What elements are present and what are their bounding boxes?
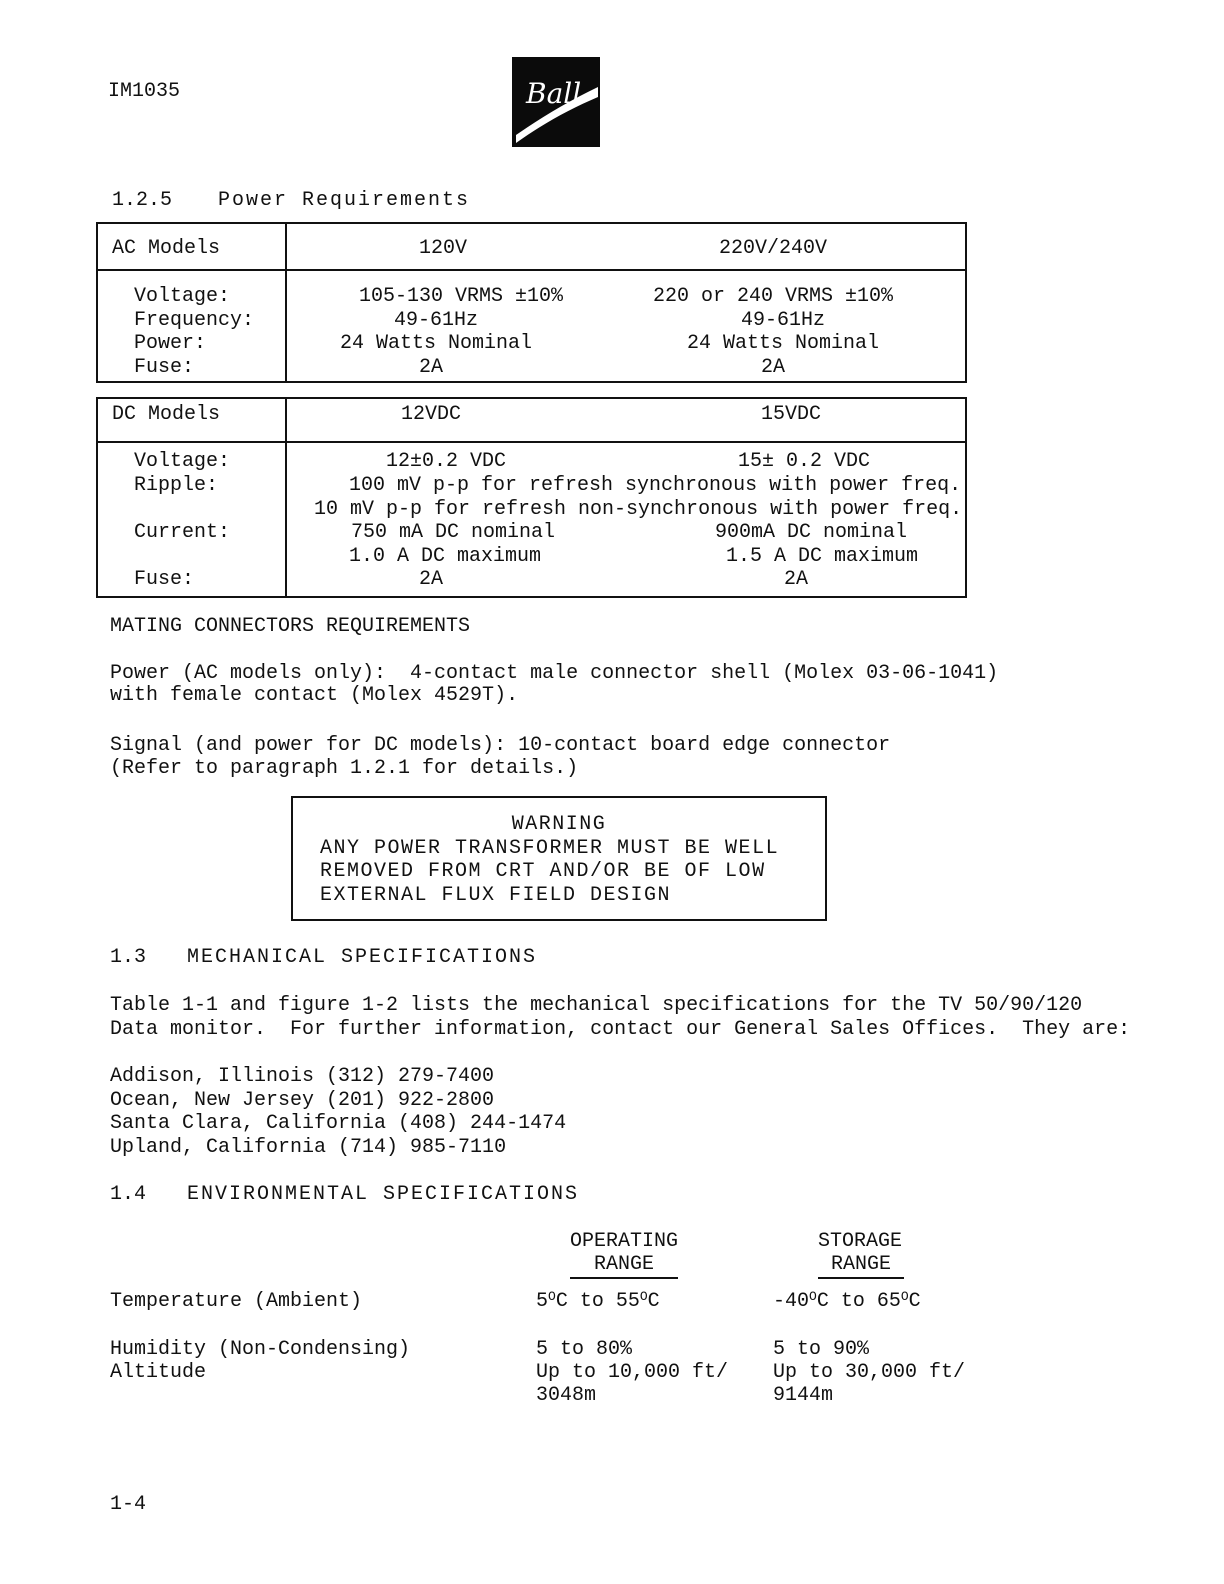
ac-models-label: AC Models	[112, 237, 221, 260]
ac-voltage-label: Voltage:	[134, 285, 231, 308]
ball-logo-icon	[512, 57, 600, 147]
altitude-label: Altitude	[110, 1361, 207, 1384]
ac-col-120v: 120V	[418, 237, 467, 260]
warning-title: WARNING	[511, 813, 607, 836]
temperature-operating: $5^OC$ to $55^OC$	[536, 1289, 660, 1313]
temperature-storage: $-40^OC$ to $65^OC$	[773, 1289, 921, 1313]
environmental-section-number: 1.4	[110, 1183, 147, 1206]
mechanical-para-line-2: Data monitor. For further information, contact our General Sales Offices. They are:	[110, 1018, 1131, 1041]
humidity-operating: 5 to 80%	[536, 1338, 633, 1361]
mechanical-heading: MECHANICAL SPECIFICATIONS	[187, 946, 538, 969]
humidity-storage: 5 to 90%	[773, 1338, 870, 1361]
dc-voltage-12: 12±0.2 VDC	[386, 450, 507, 473]
altitude-storage-line-2: 9144m	[773, 1384, 834, 1407]
section-number: 1.2.5	[112, 189, 173, 212]
altitude-storage-line-1: Up to 30,000 ft/	[773, 1361, 966, 1384]
storage-range-header-line-1: STORAGE	[817, 1230, 902, 1253]
ac-frequency-120: 49-61Hz	[393, 309, 478, 332]
dc-ripple-nonsync: 10 mV p-p for refresh non-synchronous with power freq.	[314, 498, 963, 521]
ac-col-220v: 220V/240V	[718, 237, 828, 260]
svg-text:Ball: Ball	[526, 77, 582, 110]
ac-frequency-label: Frequency:	[134, 309, 255, 332]
operating-range-header-line-1: OPERATING	[569, 1230, 679, 1253]
office-addison: Addison, Illinois (312) 279-7400	[110, 1065, 495, 1088]
dc-current-12-max: 1.0 A DC maximum	[349, 545, 542, 568]
dc-ripple-label: Ripple:	[134, 474, 219, 497]
ac-fuse-120: 2A	[418, 356, 443, 379]
ac-fuse-label: Fuse:	[134, 356, 195, 379]
dc-current-15-nominal: 900mA DC nominal	[715, 521, 908, 544]
mating-signal-line-1: Signal (and power for DC models): 10-contact board edge connector	[110, 734, 891, 757]
office-santa-clara: Santa Clara, California (408) 244-1474	[110, 1112, 567, 1135]
warning-line-1: ANY POWER TRANSFORMER MUST BE WELL	[320, 837, 780, 860]
document-id: IM1035	[108, 80, 181, 103]
ac-power-220: 24 Watts Nominal	[686, 332, 880, 355]
office-upland: Upland, California (714) 985-7110	[110, 1136, 507, 1159]
mechanical-section-number: 1.3	[110, 946, 147, 969]
ac-table-divider	[96, 269, 967, 271]
dc-col-15vdc: 15VDC	[760, 403, 821, 426]
ball-logo	[512, 57, 600, 147]
dc-fuse-label: Fuse:	[134, 568, 195, 591]
dc-current-12-nominal: 750 mA DC nominal	[351, 521, 556, 544]
storage-range-header-line-2: RANGE	[818, 1253, 904, 1279]
dc-fuse-12: 2A	[418, 568, 443, 591]
humidity-label: Humidity (Non-Condensing)	[110, 1338, 411, 1361]
dc-voltage-15: 15± 0.2 VDC	[738, 450, 871, 473]
warning-line-2: REMOVED FROM CRT AND/OR BE OF LOW	[320, 860, 766, 883]
dc-current-label: Current:	[134, 521, 231, 544]
page-number: 1-4	[110, 1493, 147, 1516]
ac-power-120: 24 Watts Nominal	[339, 332, 533, 355]
warning-line-3: EXTERNAL FLUX FIELD DESIGN	[320, 884, 672, 907]
dc-table-divider	[96, 441, 967, 443]
dc-fuse-15: 2A	[783, 568, 808, 591]
operating-range-header-line-2: RANGE	[570, 1253, 678, 1279]
ac-voltage-120: 105-130 VRMS ±10%	[358, 285, 564, 308]
office-ocean: Ocean, New Jersey (201) 922-2800	[110, 1089, 495, 1112]
mating-power-line-2: with female contact (Molex 4529T).	[110, 684, 519, 707]
mating-connectors-heading: MATING CONNECTORS REQUIREMENTS	[110, 615, 471, 638]
altitude-operating-line-1: Up to 10,000 ft/	[536, 1361, 729, 1384]
dc-models-label: DC Models	[112, 403, 221, 426]
ac-fuse-220: 2A	[760, 356, 785, 379]
ac-power-label: Power:	[134, 332, 207, 355]
mechanical-para-line-1: Table 1-1 and figure 1-2 lists the mechanical specifications for the TV 50/90/120	[110, 994, 1083, 1017]
dc-voltage-label: Voltage:	[134, 450, 231, 473]
mating-signal-line-2: (Refer to paragraph 1.2.1 for details.)	[110, 757, 579, 780]
temperature-label: Temperature (Ambient)	[110, 1290, 363, 1313]
ac-voltage-220: 220 or 240 VRMS ±10%	[652, 285, 894, 308]
environmental-heading: ENVIRONMENTAL SPECIFICATIONS	[187, 1183, 580, 1206]
dc-ripple-sync: 100 mV p-p for refresh synchronous with power freq.	[349, 474, 962, 497]
ac-frequency-220: 49-61Hz	[740, 309, 825, 332]
dc-col-12vdc: 12VDC	[400, 403, 461, 426]
section-heading: Power Requirements	[218, 189, 471, 212]
altitude-operating-line-2: 3048m	[536, 1384, 597, 1407]
dc-current-15-max: 1.5 A DC maximum	[726, 545, 919, 568]
dc-table-column-divider	[285, 397, 287, 598]
ac-table-column-divider	[285, 222, 287, 383]
mating-power-line-1: Power (AC models only): 4-contact male connector shell (Molex 03-06-1041)	[110, 662, 999, 685]
